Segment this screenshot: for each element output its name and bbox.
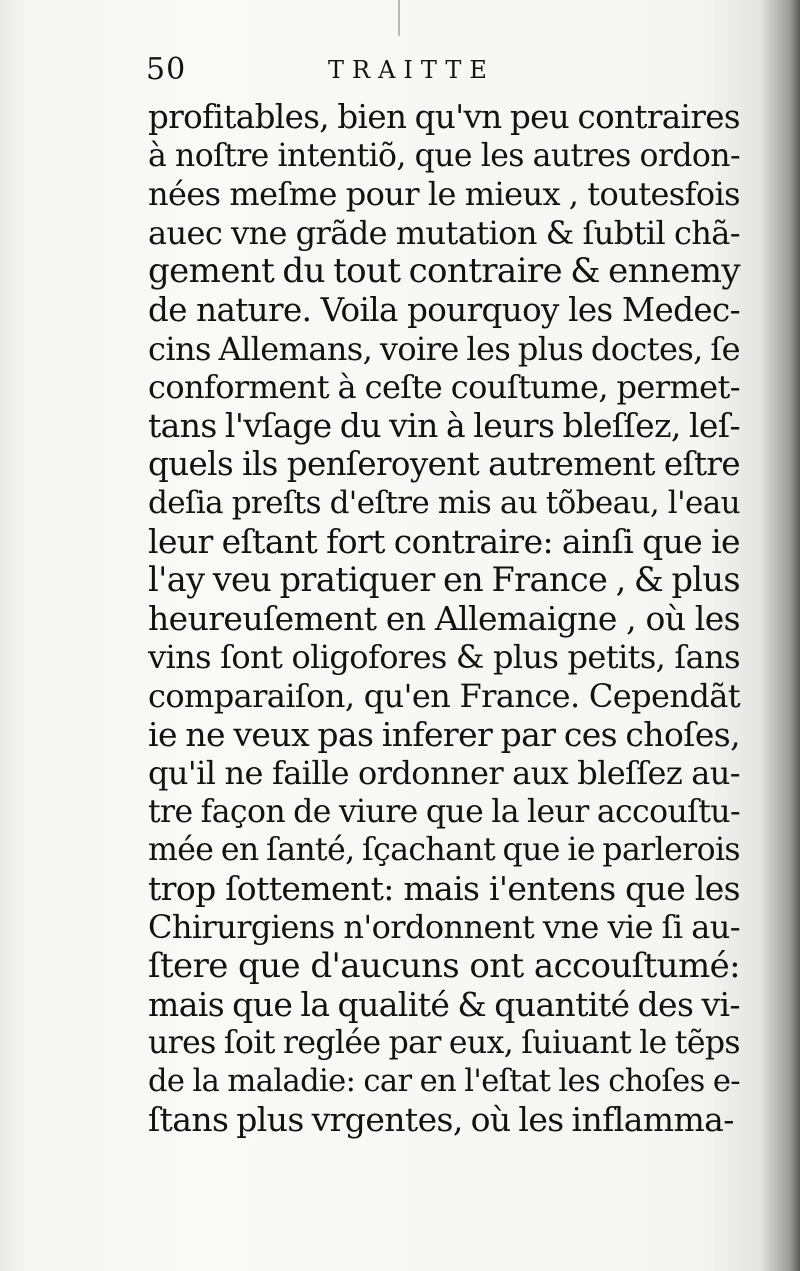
text-line: ures ſoit reglée par eux, ſuiuant le tẽps [148, 1025, 740, 1062]
body-text [148, 98, 740, 1140]
text-line: de la maladie: car en l'eſtat les choſes e- [148, 1063, 740, 1099]
text-line: de nature. Voila pourquoy les Medec- [148, 290, 740, 329]
text-line: ſtere que d'aucuns ont accouſtumé: [148, 946, 740, 987]
text-line: Chirurgiens n'ordonnent vne vie ſi au- [148, 908, 740, 947]
text-line: profitables, bien qu'vn peu contraires [148, 98, 740, 136]
text-line: comparaiſon, qu'en France. Cependãt [148, 676, 740, 715]
text-line: tans l'vſage du vin à leurs bleſſez, leſ- [148, 405, 740, 445]
text-line: mée en ſanté, ſçachant que ie parlerois [148, 832, 740, 869]
page-header [146, 52, 706, 92]
running-title: TRAITTE [328, 56, 495, 84]
text-line: deſia preſts d'eſtre mis au tõbeau, l'eau [148, 484, 740, 521]
text-line: vins ſont oligofores & plus petits, ſans [148, 638, 740, 677]
text-line: cins Allemans, voire les plus doctes, ſe [148, 329, 740, 368]
text-line: heureuſement en Allemaigne , où les [148, 598, 740, 638]
text-line: trop ſottement: mais i'entens que les [148, 868, 740, 908]
text-line: leur eſtant fort contraire: ainſi que ie [148, 521, 740, 561]
text-line: ie ne veux pas inferer par ces choſes, [148, 714, 740, 754]
page-number: 50 [146, 52, 187, 87]
text-line: auec vne grãde mutation & ſubtil chã- [148, 213, 740, 252]
text-line: à noſtre intentiõ, que les autres ordon- [148, 137, 740, 174]
text-line: quels ils penſeroyent autrement eſtre [148, 445, 740, 484]
text-line: nées meſme pour le mieux , toutesfois [148, 175, 740, 214]
text-line: gement du tout contraire & ennemy [148, 251, 740, 292]
text-line: tre façon de viure que la leur accouſtu- [148, 793, 740, 830]
text-line: qu'il ne faille ordonner aux bleſſez au- [148, 754, 740, 793]
text-line: conforment à ceſte couſtume, permet- [148, 368, 740, 407]
text-line: ſtans plus vrgentes, où les inflamma- [148, 1100, 734, 1140]
margin-mark [398, 0, 400, 36]
text-line: l'ay veu pratiquer en France , & plus [148, 560, 740, 600]
text-line: mais que la qualité & quantité des vi- [148, 984, 740, 1024]
